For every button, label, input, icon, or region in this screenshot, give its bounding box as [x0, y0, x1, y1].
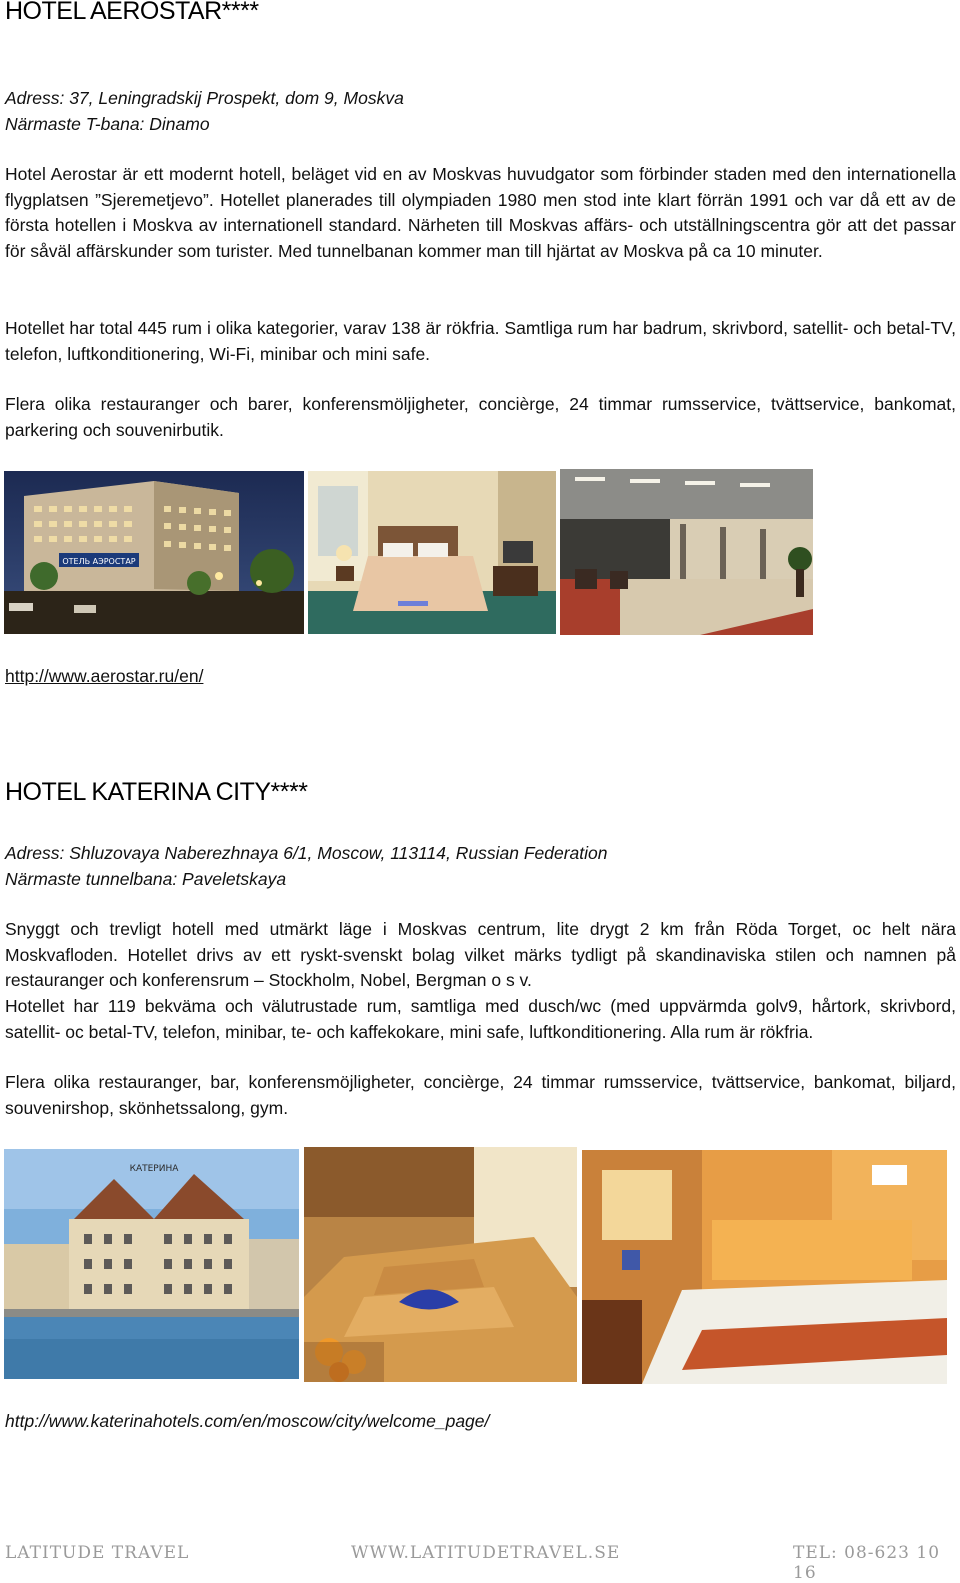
- hotel-katerina-title: HOTEL KATERINA CITY****: [5, 778, 308, 806]
- hotel-katerina-description: Snyggt och trevligt hotell med utmärkt läge i Moskvas centrum, lite drygt 2 km från Röda Torget, oc helt nära Moskvafloden. Hotellet drivs av ett ryskt-svenskt bolag vilket märks tydligt på skandinaviska stilen och namnen på restauranger och konferensrum – Stockholm, Nobel, Bergman o s v.: [5, 919, 956, 991]
- hotel-katerina-rooms: Hotellet har 119 bekväma och välutrustade rum, samtliga med dusch/wc (med uppvärmda golv9, hårtork, skrivbord, satellit- oc betal-TV, telefon, minibar, te- och kaffekokare, mini safe, luftkonditionering. Alla rum är rökfria.: [5, 996, 956, 1042]
- hotel-katerina-facilities: Flera olika restauranger, bar, konferensmöjligheter, concièrge, 24 timmar rumsservice, tvättservice, bankomat, biljard, souvenirshop, skönhetssalong, gym.: [5, 1072, 956, 1118]
- aerostar-room-photo: [308, 471, 556, 634]
- aerostar-photo-sign: ОТЕЛЬ АЭРОСТАР: [62, 557, 136, 566]
- katerina-website-link[interactable]: http://www.katerinahotels.com/en/moscow/city/welcome_page/: [5, 1411, 490, 1431]
- katerina-photo-sign: КАТЕРИНА: [129, 1164, 179, 1174]
- footer-website[interactable]: WWW.LATITUDETRAVEL.SE: [351, 1543, 621, 1563]
- hotel-katerina-metro: Närmaste tunnelbana: Paveletskaya: [5, 869, 287, 889]
- hotel-aerostar-facilities: Flera olika restauranger och barer, konferensmöljigheter, concièrge, 24 timmar rumsservice, tvättservice, bankomat, parkering och souvenirbutik.: [5, 394, 956, 440]
- katerina-room-photo: [582, 1150, 947, 1384]
- footer-phone: TEL: 08-623 10 16: [793, 1543, 941, 1583]
- katerina-exterior-photo: [4, 1149, 299, 1379]
- hotel-aerostar-metro: Närmaste T-bana: Dinamo: [5, 114, 210, 134]
- footer-company: LATITUDE TRAVEL: [5, 1543, 190, 1563]
- aerostar-lobby-photo: [560, 469, 813, 635]
- hotel-aerostar-description: Hotel Aerostar är ett modernt hotell, beläget vid en av Moskvas huvudgator som förbinder staden med den internationella flygplatsen ”Sjeremetjevo”. Hotellet planerades till olympiaden 1980 men stod inte klart förrän 1991 och var då ett av de första hotellen i Moskva av internationell standard. Närheten till Moskvas affärs- och utställningscentra gör att det passar för såväl affärskunder som turister. Med tunnelbanan kommer man till hjärtat av Moskva på ca 10 minuter.: [5, 164, 956, 261]
- katerina-sauna-photo: [304, 1147, 577, 1382]
- aerostar-exterior-photo: [4, 471, 304, 634]
- hotel-aerostar-address: Adress: 37, Leningradskij Prospekt, dom 9, Moskva: [5, 88, 404, 108]
- hotel-aerostar-rooms: Hotellet har total 445 rum i olika kategorier, varav 138 är rökfria. Samtliga rum har badrum, skrivbord, satellit- och betal-TV, telefon, luftkonditionering, Wi-Fi, minibar och mini safe.: [5, 318, 956, 364]
- hotel-katerina-address: Adress: Shluzovaya Naberezhnaya 6/1, Moscow, 113114, Russian Federation: [5, 843, 608, 863]
- aerostar-website-link[interactable]: http://www.aerostar.ru/en/: [5, 666, 204, 686]
- hotel-aerostar-title: HOTEL AEROSTAR****: [5, 0, 259, 25]
